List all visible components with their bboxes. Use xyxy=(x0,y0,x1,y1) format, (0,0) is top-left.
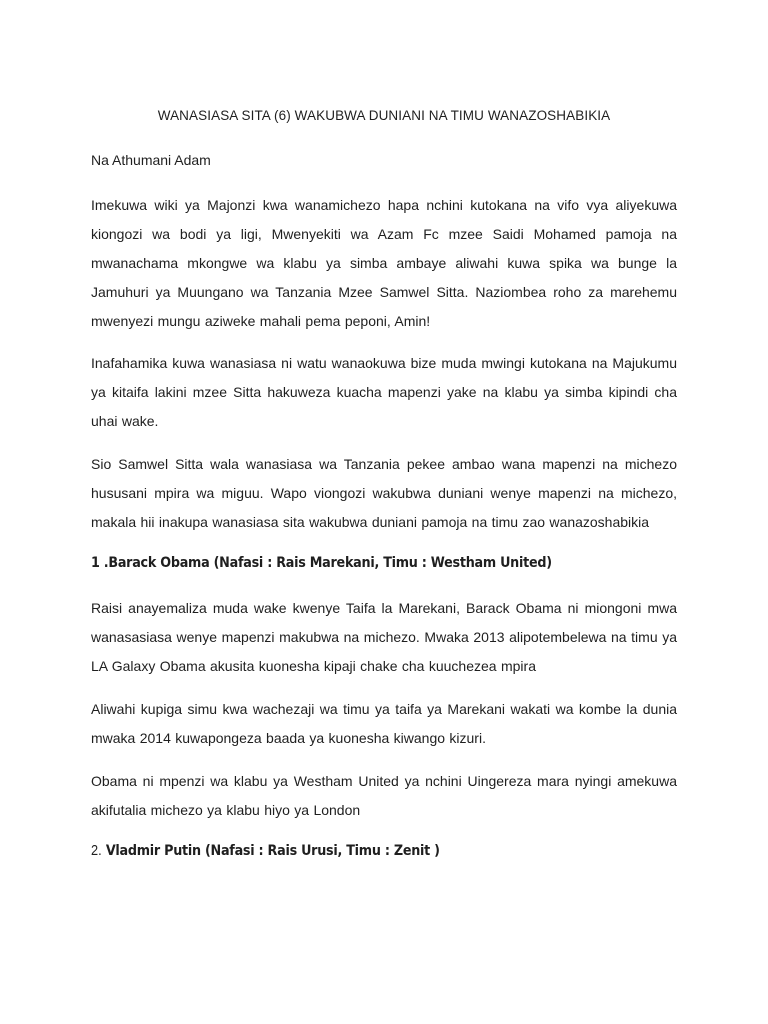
document-title: WANASIASA SITA (6) WAKUBWA DUNIANI NA TIMU WANAZOSHABIKIA xyxy=(157,108,611,123)
section-heading-obama: 1 .Barack Obama (Nafasi : Rais Marekani, Timu : Westham United) xyxy=(91,555,552,571)
obama-paragraph-2: Aliwahi kupiga simu kwa wachezaji wa timu ya taifa ya Marekani wakati wa kombe la dunia mwaka 2014 kuwapongeza baada ya kuonesha kiwango kizuri. xyxy=(91,701,677,746)
author-byline: Na Athumani Adam xyxy=(91,152,211,168)
section-number: 2. xyxy=(91,843,102,859)
summary-paragraph: Sio Samwel Sitta wala wanasiasa wa Tanzania pekee ambao wana mapenzi na michezo hususani mpira wa miguu. Wapo viongozi wakubwa duniani wenye mapenzi na michezo, makala hii inakupa wanasiasa sita wakubwa duniani pamoja na timu zao wanazoshabikia xyxy=(91,456,677,530)
section-heading-putin xyxy=(91,843,607,859)
section-heading-text: Vladmir Putin (Nafasi : Rais Urusi, Timu : Zenit ) xyxy=(105,843,440,859)
obama-paragraph-1: Raisi anayemaliza muda wake kwenye Taifa la Marekani, Barack Obama ni miongoni mwa wanasasiasa wenye mapenzi makubwa na michezo. Mwaka 2013 alipotembelewa na timu ya LA Galaxy Obama akusita kuonesha kipaji chake cha kuuchezea mpira xyxy=(91,600,677,674)
intro-paragraph: Imekuwa wiki ya Majonzi kwa wanamichezo hapa nchini kutokana na vifo vya aliyekuwa kiongozi wa bodi ya ligi, Mwenyekiti wa Azam Fc mzee Saidi Mohamed pamoja na mwanachama mkongwe wa klabu ya simba ambaye aliwahi kuwa spika wa bunge la Jamuhuri ya Muungano wa Tanzania Mzee Samwel Sitta. Naziombea roho za marehemu mwenyezi mungu aziweke mahali pema peponi, Amin! xyxy=(91,197,677,329)
obama-paragraph-3: Obama ni mpenzi wa klabu ya Westham United ya nchini Uingereza mara nyingi amekuwa akifutalia michezo ya klabu hiyo ya London xyxy=(91,773,677,818)
context-paragraph: Inafahamika kuwa wanasiasa ni watu wanaokuwa bize muda mwingi kutokana na Majukumu ya kitaifa lakini mzee Sitta hakuweza kuacha mapenzi yake na klabu ya simba kipindi cha uhai wake. xyxy=(91,355,677,429)
